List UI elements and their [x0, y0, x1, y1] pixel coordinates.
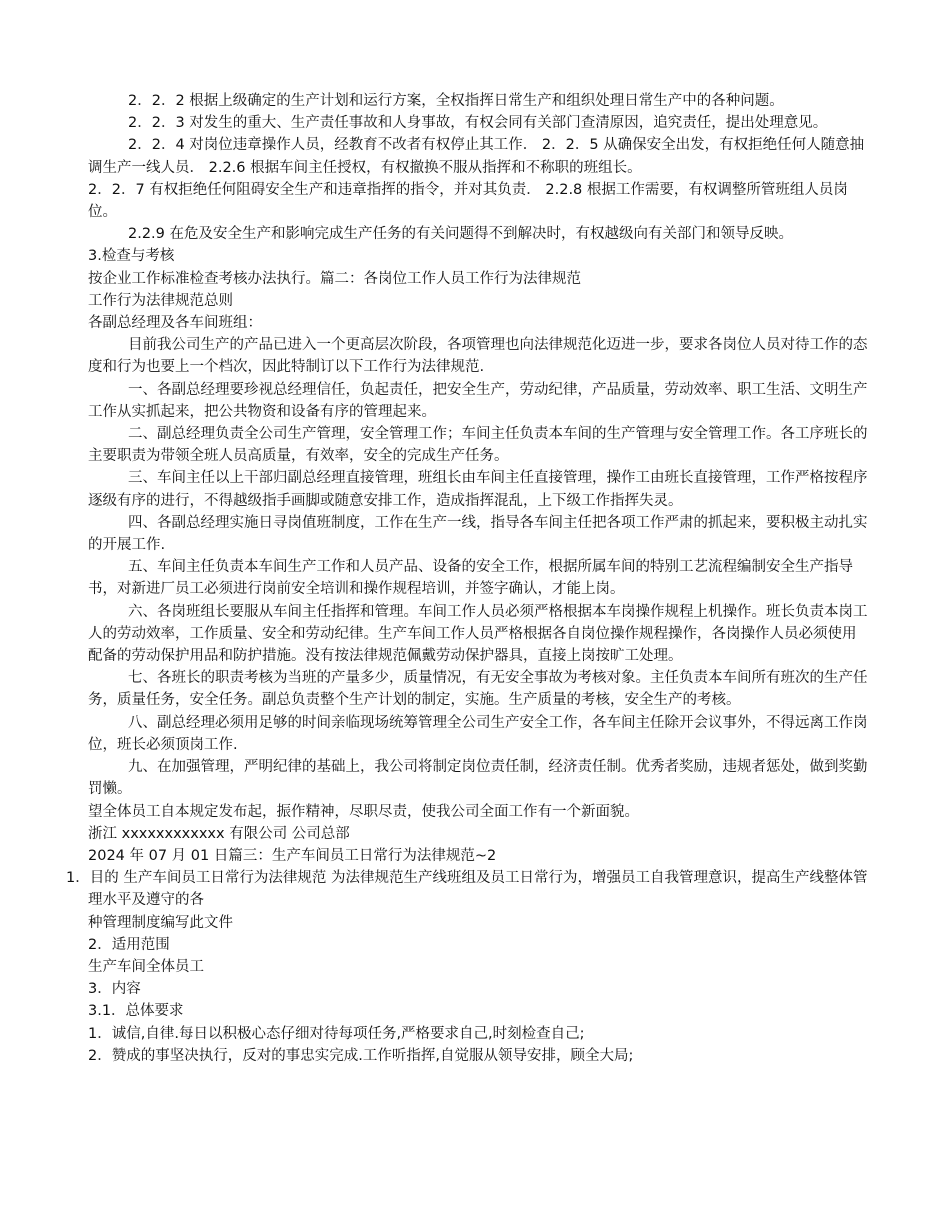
paragraph: 六、各岗班组长要服从车间主任指挥和管理。车间工作人员必须严格根据本车岗操作规程上机操作。班长负责本岗工人的劳动效率，工作质量、安全和劳动纪律。生产车间工作人员严格根据各自岗位操作规程操作，各岗操作人员必须使用配备的劳动保护用品和防护措施。没有按法律规范佩戴劳动保护器具，直接上岗按旷工处理。: [88, 603, 868, 665]
paragraph: 2．适用范围: [88, 936, 170, 953]
paragraph: 五、车间主任负责本车间生产工作和人员产品、设备的安全工作，根据所属车间的特别工艺流程编制安全生产指导书，对新进厂员工必须进行岗前安全培训和操作规程培训，并签字确认，才能上岗。: [88, 559, 853, 598]
paragraph: 工作行为法律规范总则: [88, 292, 233, 309]
paragraph: 3.1．总体要求: [88, 1003, 184, 1020]
paragraph: 九、在加强管理，严明纪律的基础上，我公司将制定岗位责任制，经济责任制。优秀者奖励，违规者惩处，做到奖勤罚懒。: [88, 759, 868, 798]
paragraph: 2．2．2 根据上级确定的生产计划和运行方案，全权指挥日常生产和组织处理日常生产中的各种问题。: [128, 93, 784, 109]
paragraph: 浙江 xxxxxxxxxxxx 有限公司 公司总部: [88, 825, 350, 842]
paragraph: 按企业工作标准检查考核办法执行。篇二：各岗位工作人员工作行为法律规范: [88, 270, 581, 287]
paragraph: 三、车间主任以上干部归副总经理直接管理，班组长由车间主任直接管理，操作工由班长直接管理，工作严格按程序逐级有序的进行，不得越级指手画脚或随意安排工作，造成指挥混乱，上下级工作指挥失灵。: [88, 470, 868, 509]
paragraph: 四、各副总经理实施日寻岗值班制度，工作在生产一线，指导各车间主任把各项工作严肃的抓起来，要积极主动扎实的开展工作.: [88, 514, 868, 554]
paragraph: 2．2．4 对岗位违章操作人员，经教育不改者有权停止其工作． 2．2．5 从确保安全出发，有权拒绝任何人随意抽调生产一线人员． 2.2.6 根据车间主任授权，有权撤换不服从指挥和不称职的班组长。: [88, 137, 865, 176]
paragraph: 2.2.9 在危及安全生产和影响完成生产任务的有关问题得不到解决时，有权越级向有关部门和领导反映。: [128, 226, 793, 243]
paragraph: 各副总经理及各车间班组：: [88, 315, 262, 332]
paragraph: 望全体员工自本规定发布起，振作精神，尽职尽责，使我公司全面工作有一个新面貌。: [88, 803, 639, 820]
paragraph: 目前我公司生产的产品已进入一个更高层次阶段，各项管理也向法律规范化迈进一步，要求各岗位人员对待工作的态度和行为也要上一个档次，因此特制订以下工作行为法律规范.: [88, 337, 868, 376]
paragraph: 生产车间全体员工: [88, 958, 204, 975]
paragraph: 八、副总经理必须用足够的时间亲临现场统筹管理全公司生产安全工作，各车间主任除开会议事外，不得远离工作岗位，班长必须顶岗工作.: [88, 714, 868, 753]
paragraph: 种管理制度编写此文件: [88, 914, 233, 931]
paragraph: 3.检查与考核: [88, 248, 175, 265]
paragraph: 二、副总经理负责全公司生产管理，安全管理工作；车间主任负责本车间的生产管理与安全管理工作。各工序班长的主要职责为带领全班人员高质量，有效率，安全的完成生产任务。: [88, 426, 868, 465]
paragraph: 3．内容: [88, 981, 141, 998]
paragraph: 2．2．3 对发生的重大、生产责任事故和人身事故，有权会同有关部门查清原因，追究责任，提出处理意见。: [128, 115, 828, 132]
paragraph: 七、各班长的职责考核为当班的产量多少，质量情况，有无安全事故为考核对象。主任负责本车间所有班次的生产任务，质量任务，安全任务。副总负责整个生产计划的制定，实施。生产质量的考核，安全生产的考核。: [88, 670, 868, 709]
document-body: [66, 90, 870, 1067]
paragraph: 2．2．7 有权拒绝任何阻碍安全生产和违章指挥的指令，并对其负责． 2.2.8 根据工作需要，有权调整所管班组人员岗位。: [88, 181, 848, 221]
paragraph: 一、各副总经理要珍视总经理信任，负起责任，把安全生产，劳动纪律，产品质量，劳动效率、职工生活、文明生产工作从实抓起来，把公共物资和设备有序的管理起来。: [88, 381, 868, 420]
paragraph: 1．诚信,自律.每日以积极心态仔细对待每项任务,严格要求自己,时刻检查自己;: [88, 1025, 585, 1042]
paragraph: 2024 年 07 月 01 日篇三：生产车间员工日常行为法律规范~2: [88, 847, 497, 864]
paragraph: 1．目的 生产车间员工日常行为法律规范 为法律规范生产线班组及员工日常行为，增强员工自我管理意识，提高生产线整体管理水平及遵守的各: [66, 870, 868, 909]
paragraph: 2．赞成的事坚决执行，反对的事忠实完成.工作听指挥,自觉服从领导安排，顾全大局;: [88, 1047, 634, 1064]
